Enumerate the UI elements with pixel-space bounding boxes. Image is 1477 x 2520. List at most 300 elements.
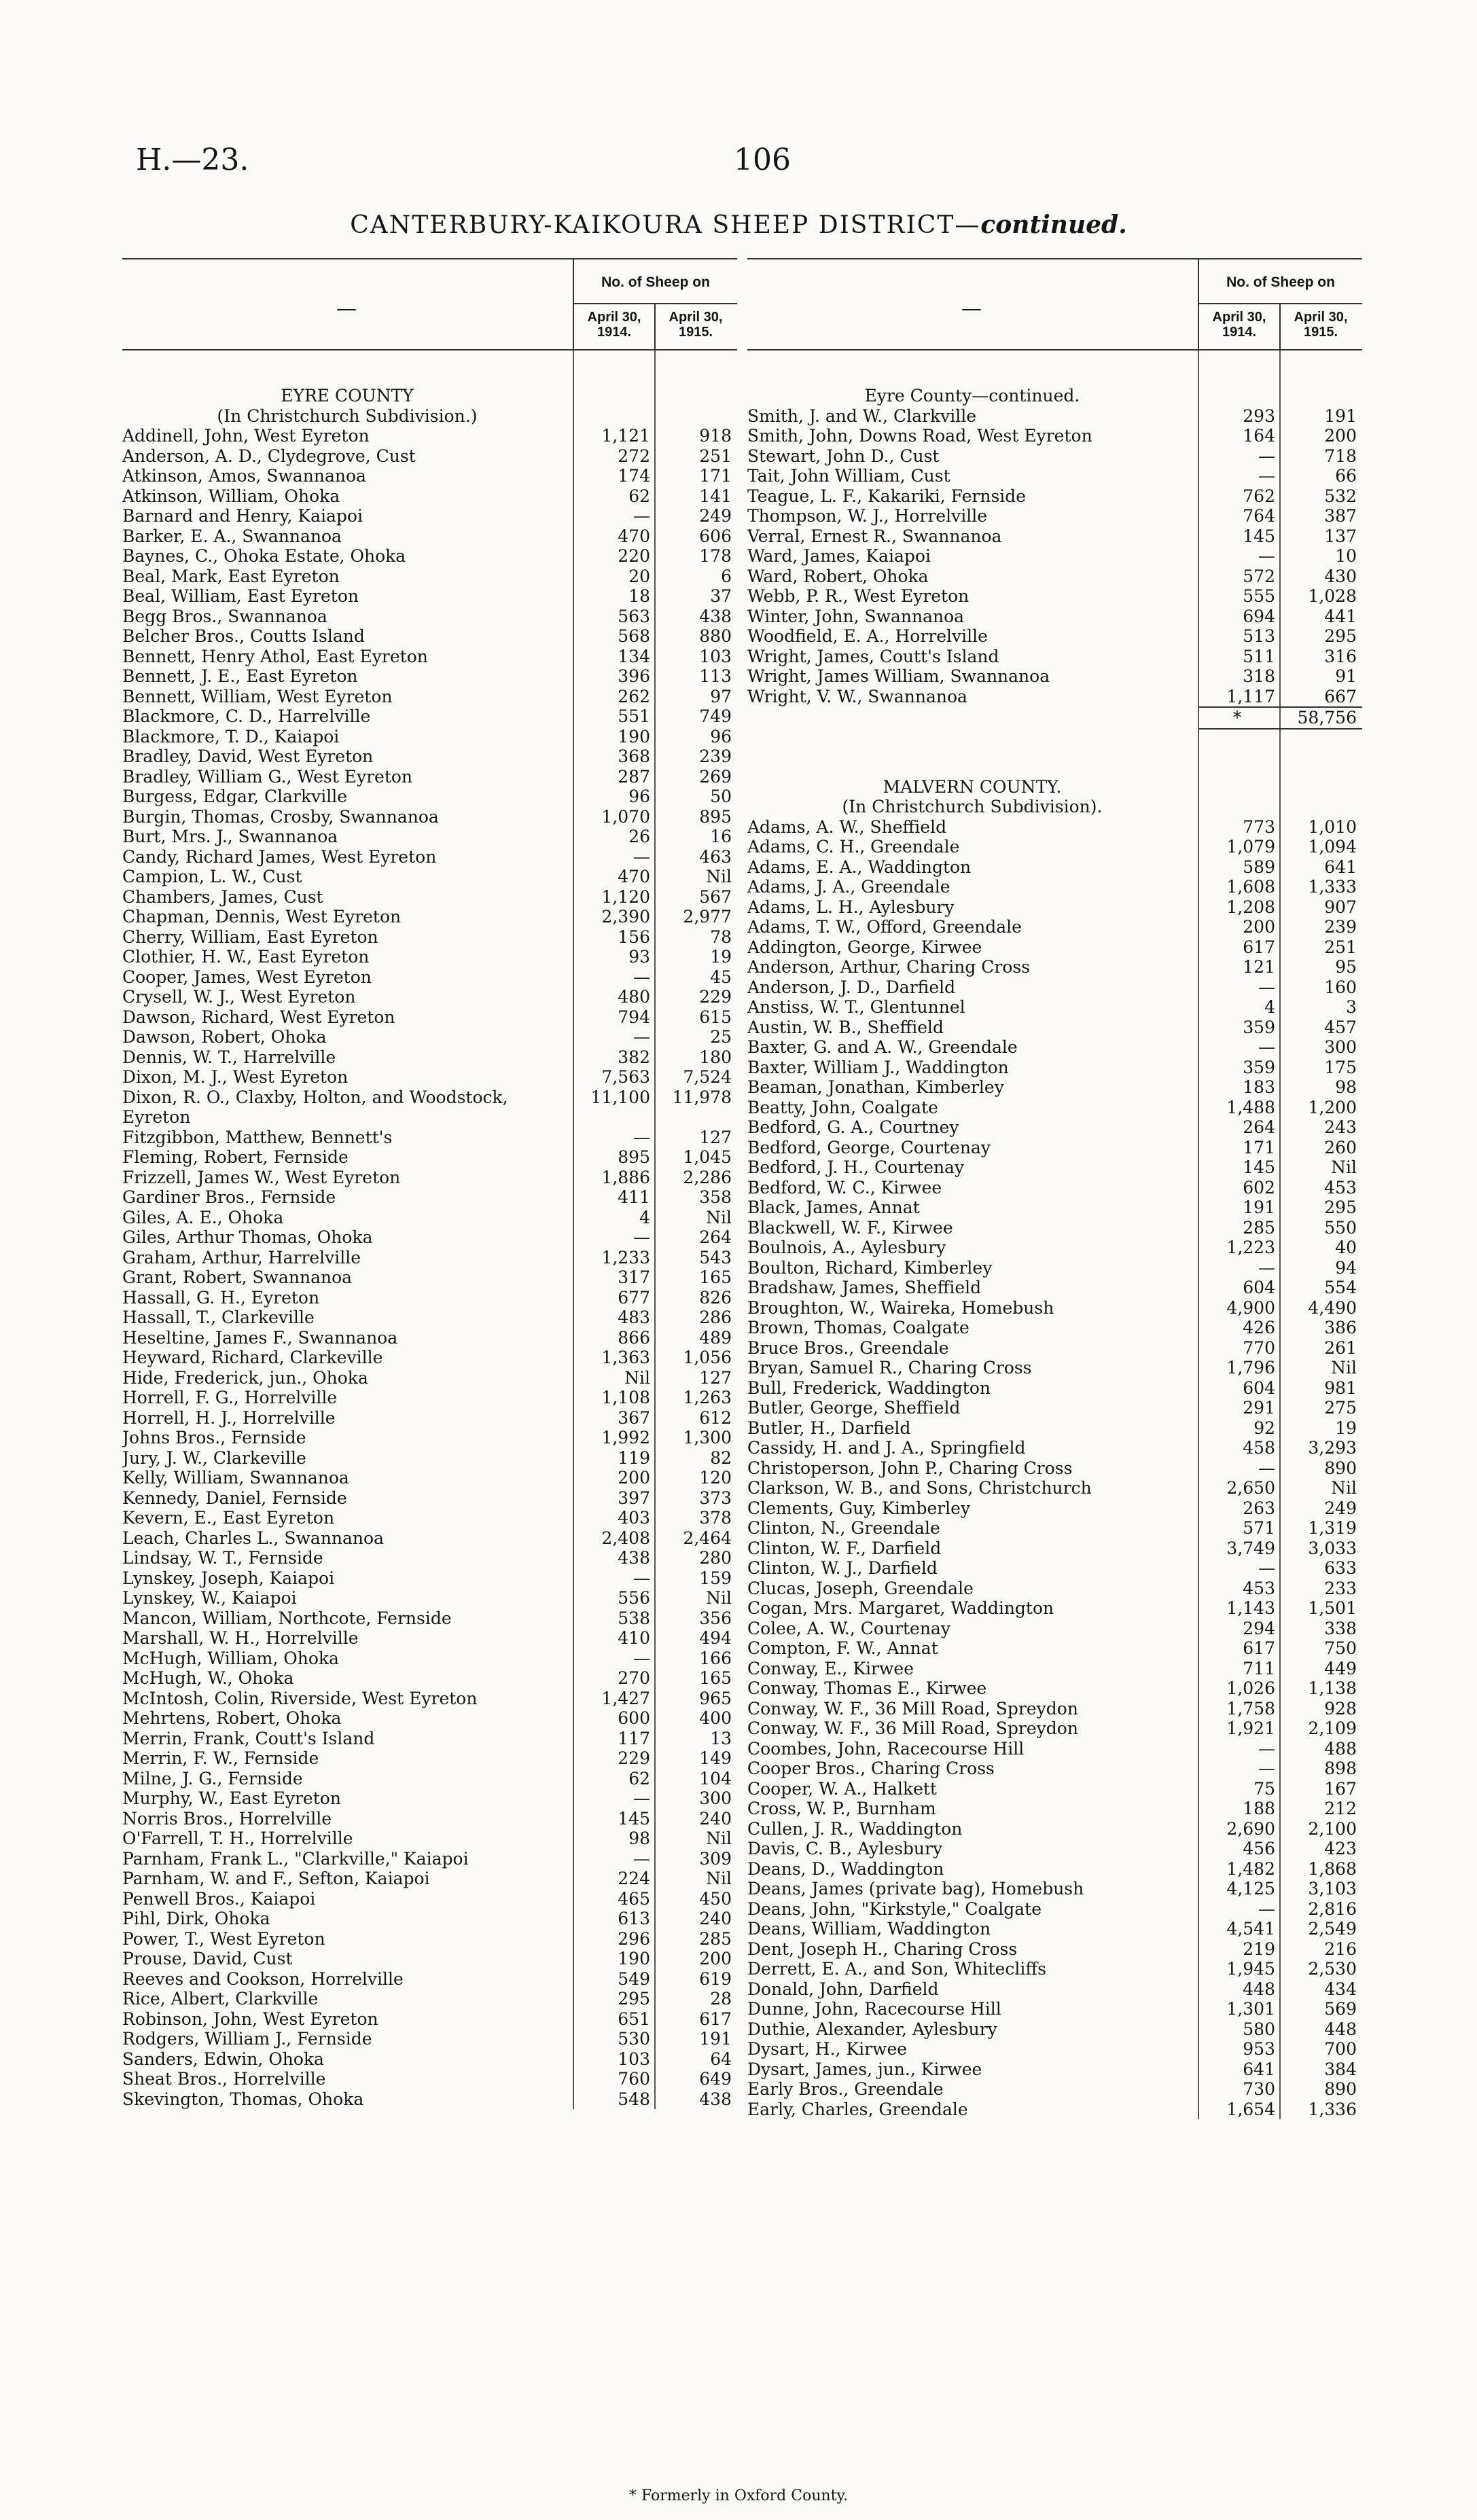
owner-name: Compton, F. W., Annat xyxy=(747,1638,938,1658)
owner-name: Boulton, Richard, Kimberley xyxy=(747,1257,993,1278)
owner-name: Beal, Mark, East Eyreton xyxy=(122,566,340,586)
table-row xyxy=(747,1458,1362,1479)
sheep-1914: — xyxy=(1258,1759,1275,1778)
sheep-1914: 296 xyxy=(618,1928,650,1949)
owner-name: Deans, William, Waddington xyxy=(747,1919,991,1939)
owner-name: Adams, A. W., Sheffield xyxy=(747,816,947,837)
owner-name: Belcher Bros., Coutts Island xyxy=(122,626,365,646)
owner-name: Teague, L. F., Kakariki, Fernside xyxy=(747,486,1027,506)
table-row xyxy=(122,526,737,547)
sheep-1914: 318 xyxy=(1243,666,1275,686)
sheep-1915: 488 xyxy=(1324,1738,1357,1759)
sheep-1915: 4,490 xyxy=(1308,1297,1357,1318)
table-row xyxy=(122,787,737,807)
sheep-1915: 2,100 xyxy=(1308,1818,1357,1839)
table-row xyxy=(747,2019,1362,2040)
sheep-1915: 286 xyxy=(699,1308,732,1327)
owner-name: Beal, William, East Eyreton xyxy=(122,586,359,606)
sheep-1914: 174 xyxy=(618,466,650,486)
table-row xyxy=(747,1718,1362,1739)
sheep-1914: 694 xyxy=(1243,606,1275,626)
sheep-1915: 141 xyxy=(699,486,732,506)
sheep-1914: 2,390 xyxy=(601,907,650,926)
sheep-1914: 1,654 xyxy=(1226,2099,1275,2119)
owner-name: Merrin, Frank, Coutt's Island xyxy=(122,1728,375,1748)
sheep-1915: 386 xyxy=(1324,1318,1357,1337)
table-row xyxy=(747,1739,1362,1759)
table-row xyxy=(747,1799,1362,1819)
owner-name: Butler, H., Darfield xyxy=(747,1418,911,1438)
sheep-1914: 263 xyxy=(1243,1498,1275,1518)
owner-name: Clinton, W. J., Darfield xyxy=(747,1558,938,1578)
right-table xyxy=(747,258,1362,2119)
table-row xyxy=(747,1699,1362,1719)
table-row xyxy=(122,1508,737,1528)
table-row xyxy=(122,867,737,887)
sheep-1914: 760 xyxy=(618,2069,650,2089)
sheep-1915: 233 xyxy=(1324,1578,1357,1598)
owner-name: Clinton, W. F., Darfield xyxy=(747,1538,942,1558)
owner-name: Pihl, Dirk, Ohoka xyxy=(122,1909,270,1928)
total-1914: * xyxy=(1232,708,1242,727)
sheep-1914: 293 xyxy=(1243,406,1275,426)
sheep-1914: 396 xyxy=(618,666,650,686)
sheep-1914: 200 xyxy=(1243,917,1275,937)
sheep-1914: 1,233 xyxy=(601,1247,650,1267)
owner-name: Addinell, John, West Eyreton xyxy=(122,426,370,446)
table-row xyxy=(747,1759,1362,1779)
sheep-1914: 156 xyxy=(618,926,650,947)
sheep-1914: — xyxy=(1258,546,1275,566)
sheep-1914: 1,992 xyxy=(601,1428,650,1447)
owner-name: Bryan, Samuel R., Charing Cross xyxy=(747,1358,1032,1378)
table-row xyxy=(122,2009,737,2030)
sheep-1914: 2,650 xyxy=(1226,1478,1275,1498)
sheep-1915: 66 xyxy=(1335,466,1357,486)
sheep-1914: 117 xyxy=(618,1728,650,1748)
sheep-1915: 918 xyxy=(699,426,732,446)
table-row xyxy=(122,947,737,967)
total-1915: 58,756 xyxy=(1297,708,1357,727)
owner-name: Atkinson, Amos, Swannanoa xyxy=(122,466,366,486)
sheep-1915: 159 xyxy=(699,1568,732,1588)
owner-name: Deans, D., Waddington xyxy=(747,1858,944,1879)
table-row xyxy=(122,767,737,787)
table-row xyxy=(122,1588,737,1608)
owner-name: Early, Charles, Greendale xyxy=(747,2099,968,2119)
table-row xyxy=(122,1087,737,1128)
owner-name: Deans, James (private bag), Homebush xyxy=(747,1879,1084,1898)
owner-name: Lindsay, W. T., Fernside xyxy=(122,1548,323,1568)
table-row xyxy=(122,967,737,988)
subdivision-heading: (In Christchurch Subdivision.) xyxy=(217,406,478,426)
malvern-subdivision-heading: (In Christchurch Subdivision). xyxy=(842,797,1103,816)
table-row xyxy=(747,997,1362,1018)
sheep-1914: — xyxy=(633,1788,650,1808)
sheep-1914: — xyxy=(1258,1257,1275,1278)
table-row xyxy=(747,1538,1362,1559)
table-row xyxy=(122,1248,737,1268)
owner-name: Colee, A. W., Courtenay xyxy=(747,1618,950,1638)
sheep-1914: 190 xyxy=(618,726,650,746)
sheep-1915: 240 xyxy=(699,1909,732,1928)
owner-name: Anstiss, W. T., Glentunnel xyxy=(747,997,965,1017)
sheep-1915: 78 xyxy=(710,926,732,947)
table-row xyxy=(122,907,737,927)
owner-name: Stewart, John D., Cust xyxy=(747,446,940,466)
owner-name: Dunne, John, Racecourse Hill xyxy=(747,1999,1001,2019)
table-row xyxy=(122,827,737,847)
owner-name: Kennedy, Daniel, Fernside xyxy=(122,1488,347,1508)
sheep-1914: 75 xyxy=(1253,1778,1275,1799)
sheep-1914: 1,427 xyxy=(601,1688,650,1708)
sheep-1915: 2,816 xyxy=(1308,1898,1357,1919)
owner-name: Winter, John, Swannanoa xyxy=(747,606,965,626)
owner-name: Bradley, David, West Eyreton xyxy=(122,746,374,766)
title-continued: continued. xyxy=(980,211,1127,239)
sheep-1915: 617 xyxy=(699,2009,732,2029)
table-row xyxy=(747,1418,1362,1439)
sheep-1915: 104 xyxy=(699,1768,732,1788)
sheep-1914: 556 xyxy=(618,1588,650,1608)
sheep-1914: 568 xyxy=(618,626,650,646)
table-row xyxy=(747,857,1362,878)
sheep-1914: — xyxy=(633,506,650,526)
sheep-1915: 489 xyxy=(699,1327,732,1348)
owner-name: Wright, V. W., Swannanoa xyxy=(747,686,967,706)
owner-name: Bedford, G. A., Courtney xyxy=(747,1117,959,1137)
page-header xyxy=(136,143,1359,177)
sheep-1914: 1,108 xyxy=(601,1388,650,1407)
table-row xyxy=(747,1058,1362,1078)
sheep-1915: 880 xyxy=(699,626,732,646)
sheep-1914: — xyxy=(1258,1738,1275,1759)
owner-name: Graham, Arthur, Harrelville xyxy=(122,1247,361,1267)
owner-name: Hassall, G. H., Eyreton xyxy=(122,1287,320,1308)
name-column-header: — xyxy=(961,297,982,321)
table-row xyxy=(122,927,737,948)
table-row xyxy=(747,566,1362,587)
sheep-1915: 633 xyxy=(1324,1558,1357,1578)
table-row xyxy=(122,586,737,607)
sheep-1915: 612 xyxy=(699,1407,732,1428)
sheep-1915: 1,010 xyxy=(1308,816,1357,837)
sheep-1915: 98 xyxy=(1335,1077,1357,1097)
sheep-1914: 480 xyxy=(618,987,650,1007)
sheep-1915: 149 xyxy=(699,1748,732,1768)
sheep-1915: 50 xyxy=(710,787,732,806)
sheep-1915: 1,045 xyxy=(683,1147,732,1167)
owner-name: Dixon, R. O., Claxby, Holton, and Woodstock, Eyreton xyxy=(122,1087,508,1127)
sheep-1915: 890 xyxy=(1324,2079,1357,2099)
sheep-1915: 1,333 xyxy=(1308,877,1357,897)
sheep-1914: 1,143 xyxy=(1226,1598,1275,1618)
county-heading: EYRE COUNTY xyxy=(281,386,414,406)
owner-name: Adams, T. W., Offord, Greendale xyxy=(747,917,1022,937)
sheep-1915: 165 xyxy=(699,1267,732,1287)
table-row xyxy=(122,1187,737,1208)
table-row xyxy=(747,647,1362,667)
sheep-1915: 2,530 xyxy=(1308,1959,1357,1979)
sheep-1915: 10 xyxy=(1335,546,1357,566)
table-row xyxy=(747,626,1362,647)
owner-name: Dixon, M. J., West Eyreton xyxy=(122,1067,349,1087)
table-row xyxy=(747,1959,1362,1979)
page-number: 106 xyxy=(734,143,791,177)
sheep-1914: 711 xyxy=(1243,1658,1275,1678)
owner-name: Dennis, W. T., Harrelville xyxy=(122,1047,336,1067)
sheep-1915: 3 xyxy=(1346,997,1357,1017)
sheep-1914: 4,900 xyxy=(1226,1297,1275,1318)
owner-name: Dent, Joseph H., Charing Cross xyxy=(747,1939,1018,1959)
sheep-1914: 511 xyxy=(1243,646,1275,666)
sheep-1915: Nil xyxy=(1331,1478,1357,1498)
sheep-1914: 1,945 xyxy=(1226,1959,1275,1979)
sheep-1915: 191 xyxy=(1324,406,1357,426)
sheep-1914: 145 xyxy=(618,1808,650,1829)
sheep-1914: 119 xyxy=(618,1447,650,1468)
sheep-1914: 1,223 xyxy=(1226,1238,1275,1257)
sheep-1915: 649 xyxy=(699,2069,732,2089)
sheep-1914: 580 xyxy=(1243,2019,1275,2039)
sheep-1915: 1,336 xyxy=(1308,2099,1357,2119)
sheep-1915: 895 xyxy=(699,806,732,827)
owner-name: Blackmore, T. D., Kaiapoi xyxy=(122,726,340,746)
sheep-1915: 438 xyxy=(699,2089,732,2109)
sheep-1914: 403 xyxy=(618,1508,650,1528)
sheep-1914: 548 xyxy=(618,2089,650,2109)
sheep-1915: 1,056 xyxy=(683,1348,732,1367)
table-row xyxy=(122,1208,737,1228)
name-column-header: — xyxy=(336,297,357,321)
sheep-1915: 448 xyxy=(1324,2019,1357,2039)
sheep-1915: 463 xyxy=(699,846,732,867)
table-row xyxy=(122,1788,737,1809)
table-row xyxy=(747,526,1362,547)
table-row xyxy=(122,1027,737,1047)
sheep-1914: — xyxy=(1258,1558,1275,1578)
owner-name: Skevington, Thomas, Ohoka xyxy=(122,2089,364,2109)
sheep-1914: 1,482 xyxy=(1226,1858,1275,1879)
owner-name: Anderson, J. D., Darfield xyxy=(747,977,956,997)
sheep-1914: 287 xyxy=(618,766,650,787)
owner-name: Webb, P. R., West Eyreton xyxy=(747,586,969,606)
sheep-1915: 249 xyxy=(699,506,732,526)
col-1915-header: April 30, 1915. xyxy=(1294,310,1348,340)
sheep-1914: 200 xyxy=(618,1468,650,1488)
owner-name: Horrell, H. J., Horrelville xyxy=(122,1407,336,1428)
sheep-1914: 1,488 xyxy=(1226,1097,1275,1117)
sheep-1915: 40 xyxy=(1335,1238,1357,1257)
sheep-1915: 423 xyxy=(1324,1839,1357,1858)
table-header xyxy=(122,259,737,350)
sheep-1915: 494 xyxy=(699,1628,732,1648)
table-row xyxy=(122,1708,737,1729)
table-row xyxy=(747,1018,1362,1038)
table-row xyxy=(747,2059,1362,2080)
sheep-1915: 28 xyxy=(710,1989,732,2009)
table-row xyxy=(747,1678,1362,1699)
owner-name: Burgess, Edgar, Clarkville xyxy=(122,787,348,806)
table-row xyxy=(122,807,737,827)
sheep-1915: 1,094 xyxy=(1308,837,1357,857)
table-row xyxy=(122,626,737,647)
owner-name: Cooper, W. A., Halkett xyxy=(747,1778,937,1799)
table-row xyxy=(747,1899,1362,1920)
sheep-1914: 285 xyxy=(1243,1217,1275,1238)
sheep-1915: 200 xyxy=(1324,426,1357,446)
sheep-1914: 613 xyxy=(618,1909,650,1928)
sheep-1914: 453 xyxy=(1243,1578,1275,1598)
owner-name: Cassidy, H. and J. A., Springfield xyxy=(747,1438,1026,1458)
sheep-1914: 18 xyxy=(628,586,650,606)
sheep-1914: — xyxy=(1258,977,1275,997)
sheep-1915: 243 xyxy=(1324,1117,1357,1137)
owner-name: Smith, John, Downs Road, West Eyreton xyxy=(747,426,1092,446)
owner-name: Power, T., West Eyreton xyxy=(122,1928,325,1949)
owner-name: Clothier, H. W., East Eyreton xyxy=(122,947,370,967)
owner-name: Bedford, George, Courtenay xyxy=(747,1137,991,1157)
sheep-1915: 2,464 xyxy=(683,1528,732,1548)
sheep-1914: 513 xyxy=(1243,626,1275,646)
owner-name: Burt, Mrs. J., Swannanoa xyxy=(122,827,338,846)
sheep-1915: 1,501 xyxy=(1308,1598,1357,1618)
sheep-1915: 137 xyxy=(1324,526,1357,546)
table-row xyxy=(122,1869,737,1889)
owner-name: Merrin, F. W., Fernside xyxy=(122,1748,319,1768)
sheep-1915: 16 xyxy=(710,827,732,846)
owner-name: Bennett, Henry Athol, East Eyreton xyxy=(122,646,428,666)
table-row xyxy=(122,1608,737,1629)
owner-name: Clements, Guy, Kimberley xyxy=(747,1498,971,1518)
table-row xyxy=(747,917,1362,937)
table-row xyxy=(747,1839,1362,1859)
table-row xyxy=(122,1769,737,1789)
sheep-1914: 470 xyxy=(618,867,650,886)
owner-name: Bradley, William G., West Eyreton xyxy=(122,766,413,787)
owner-name: Jury, J. W., Clarkeville xyxy=(122,1447,306,1468)
sheep-1914: 604 xyxy=(1243,1378,1275,1398)
table-row xyxy=(747,1999,1362,2019)
col-1914-header: April 30, 1914. xyxy=(1212,310,1266,340)
table-row xyxy=(122,1849,737,1869)
sheep-1914: 770 xyxy=(1243,1337,1275,1358)
sheep-1915: 928 xyxy=(1324,1698,1357,1718)
table-row xyxy=(122,1729,737,1749)
table-row xyxy=(122,1909,737,1929)
sheep-1915: 700 xyxy=(1324,2039,1357,2059)
sheep-1914: 3,749 xyxy=(1226,1538,1275,1558)
sheep-1915: 1,200 xyxy=(1308,1097,1357,1117)
table-row xyxy=(747,1238,1362,1258)
sheep-1915: 750 xyxy=(1324,1638,1357,1658)
sheep-1915: 441 xyxy=(1324,606,1357,626)
report-reference: H.—23. xyxy=(136,143,249,177)
owner-name: Mehrtens, Robert, Ohoka xyxy=(122,1708,342,1728)
owner-name: Ward, James, Kaiapoi xyxy=(747,546,931,566)
table-row xyxy=(747,1939,1362,1960)
sheep-1914: 572 xyxy=(1243,566,1275,586)
table-row xyxy=(747,1498,1362,1519)
sheep-1915: 212 xyxy=(1324,1799,1357,1818)
sheep-1915: 378 xyxy=(699,1508,732,1528)
sheep-1914: 448 xyxy=(1243,1979,1275,1999)
table-row xyxy=(747,586,1362,607)
sheep-1915: Nil xyxy=(706,1829,732,1848)
table-row xyxy=(747,1378,1362,1399)
owner-name: Burgin, Thomas, Crosby, Swannanoa xyxy=(122,806,439,827)
table-row xyxy=(122,1168,737,1188)
owner-name: Conway, W. F., 36 Mill Road, Spreydon xyxy=(747,1718,1078,1738)
owner-name: Wright, James, Coutt's Island xyxy=(747,646,999,666)
sheep-1914: 359 xyxy=(1243,1017,1275,1037)
sheep-1915: 358 xyxy=(699,1187,732,1207)
table-row xyxy=(122,1668,737,1689)
sheep-1914: 20 xyxy=(628,566,650,586)
sheep-1915: 180 xyxy=(699,1047,732,1067)
table-row xyxy=(122,1568,737,1589)
sheep-1915: 178 xyxy=(699,546,732,566)
table-row xyxy=(747,1558,1362,1579)
owner-name: Beatty, John, Coalgate xyxy=(747,1097,938,1117)
table-row xyxy=(122,1348,737,1368)
owner-name: Bennett, William, West Eyreton xyxy=(122,686,393,706)
sheep-1914: 456 xyxy=(1243,1839,1275,1858)
owner-name: Baxter, William J., Waddington xyxy=(747,1057,1009,1077)
sheep-1915: 569 xyxy=(1324,1999,1357,2019)
sheep-1914: 1,758 xyxy=(1226,1698,1275,1718)
table-row xyxy=(747,1598,1362,1619)
table-row xyxy=(122,607,737,627)
owner-name: Conway, Thomas E., Kirwee xyxy=(747,1678,987,1698)
sheep-1914: 220 xyxy=(618,546,650,566)
sheep-1914: 794 xyxy=(618,1007,650,1027)
sheep-1915: Nil xyxy=(706,1869,732,1888)
sheep-1915: 97 xyxy=(710,686,732,706)
sheep-1914: 410 xyxy=(618,1628,650,1648)
sheep-1914: — xyxy=(633,1127,650,1147)
table-row xyxy=(747,1178,1362,1198)
owner-name: Leach, Charles L., Swannanoa xyxy=(122,1528,384,1548)
sheep-1915: 3,103 xyxy=(1308,1879,1357,1898)
table-row xyxy=(747,1077,1362,1098)
sheep-1914: 7,563 xyxy=(601,1067,650,1087)
owner-name: Sanders, Edwin, Ohoka xyxy=(122,2049,324,2069)
sheep-1915: Nil xyxy=(1331,1157,1357,1177)
table-row xyxy=(747,406,1362,427)
table-row xyxy=(122,647,737,667)
sheep-1914: 617 xyxy=(1243,1638,1275,1658)
sheep-1915: 898 xyxy=(1324,1759,1357,1778)
owner-name: McHugh, William, Ohoka xyxy=(122,1648,339,1668)
sheep-1915: 718 xyxy=(1324,446,1357,466)
table-row xyxy=(122,2029,737,2049)
owner-name: Deans, John, "Kirkstyle," Coalgate xyxy=(747,1898,1042,1919)
sheep-1915: Nil xyxy=(706,1207,732,1227)
owner-name: Tait, John William, Cust xyxy=(747,466,950,486)
sheep-1915: 251 xyxy=(699,446,732,466)
sheep-1914: 295 xyxy=(618,1989,650,2009)
sheep-1915: 981 xyxy=(1324,1378,1357,1398)
table-row xyxy=(747,877,1362,897)
table-row xyxy=(122,1528,737,1549)
sheep-1914: 224 xyxy=(618,1869,650,1888)
owner-name: Ward, Robert, Ohoka xyxy=(747,566,929,586)
sheep-1915: 166 xyxy=(699,1648,732,1668)
table-row xyxy=(122,1428,737,1448)
table-row xyxy=(122,687,737,707)
title-main: CANTERBURY-KAIKOURA SHEEP DISTRICT— xyxy=(350,211,981,239)
